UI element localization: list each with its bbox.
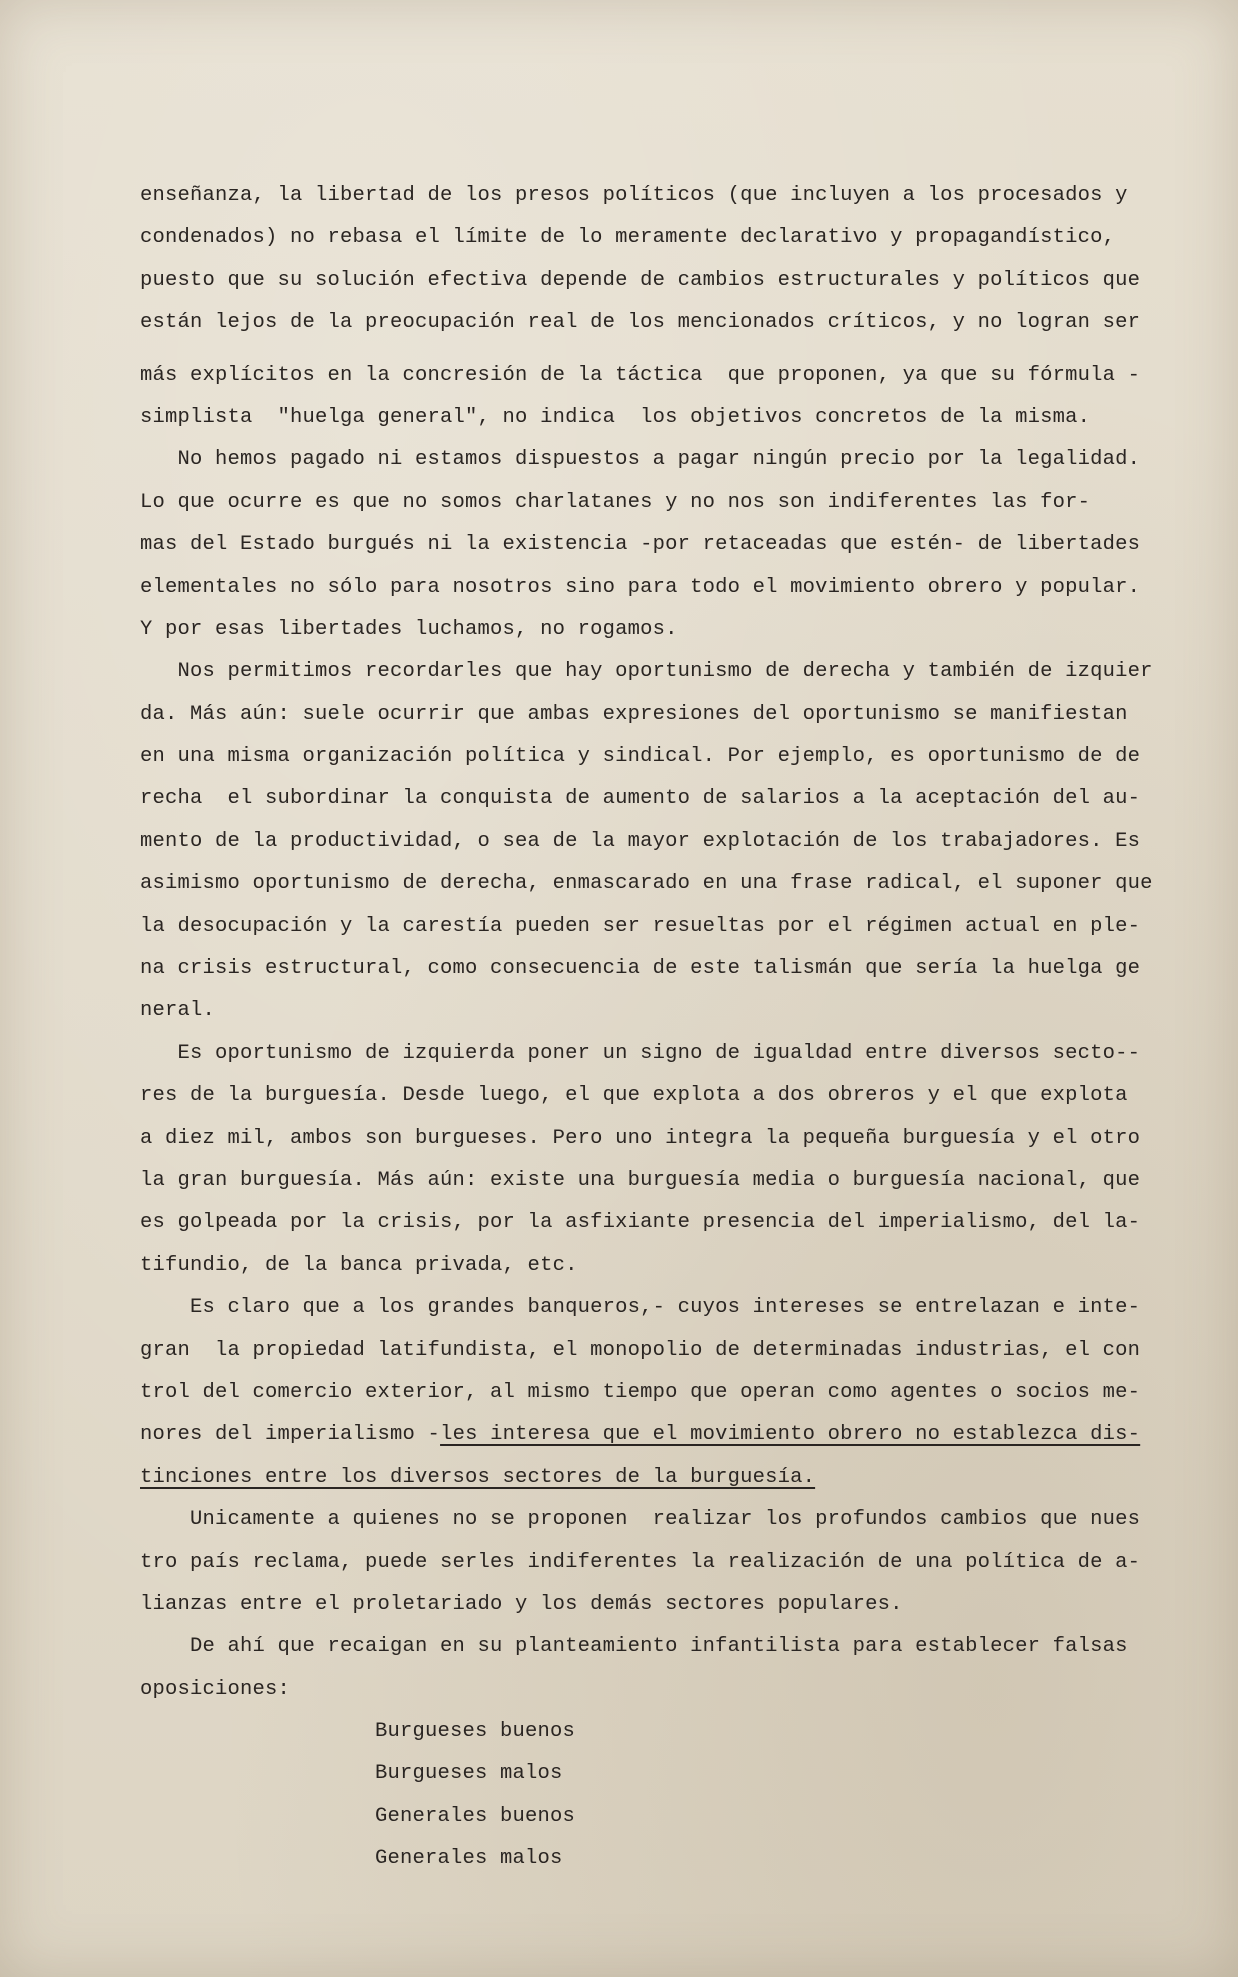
list-item: Burgueses malos: [375, 1762, 563, 1786]
text-line: Nos permitimos recordarles que hay oportunismo de derecha y también de izquier: [140, 660, 1153, 684]
text-line: más explícitos en la concresión de la táctica que proponen, ya que su fórmula -: [140, 363, 1141, 387]
text-line: enseñanza, la libertad de los presos políticos (que incluyen a los procesados y: [140, 184, 1128, 207]
text-line: Y por esas libertades luchamos, no rogamos.: [140, 617, 678, 641]
text-line: es golpeada por la crisis, por la asfixiante presencia del imperialismo, del la-: [140, 1211, 1141, 1235]
text-line: De ahí que recaigan en su planteamiento infantilista para establecer falsas: [140, 1635, 1128, 1659]
text-line: puesto que su solución efectiva depende de cambios estructurales y políticos que: [140, 268, 1141, 292]
text-line: Unicamente a quienes no se proponen realizar los profundos cambios que nues: [140, 1508, 1141, 1532]
text-line: na crisis estructural, como consecuencia de este talismán que sería la huelga ge: [140, 957, 1141, 981]
list-item: Generales buenos: [375, 1804, 576, 1828]
text-line: gran la propiedad latifundista, el monopolio de determinadas industrias, el con: [140, 1338, 1141, 1362]
text-line-underlined: [140, 1457, 1160, 1499]
text-line: No hemos pagado ni estamos dispuestos a pagar ningún precio por la legalidad.: [140, 448, 1141, 472]
text-line: simplista "huelga general", no indica los objetivos concretos de la misma.: [140, 405, 1091, 429]
page-body: [140, 175, 1160, 1881]
text-line: da. Más aún: suele ocurrir que ambas expresiones del oportunismo se manifiestan: [140, 702, 1128, 726]
text-line: lianzas entre el proletariado y los demás sectores populares.: [140, 1592, 903, 1616]
text-line: elementales no sólo para nosotros sino para todo el movimiento obrero y popular.: [140, 575, 1141, 599]
underlined-text: les interesa que el movimiento obrero no establezca dis-: [440, 1423, 1141, 1447]
text-line: trol del comercio exterior, al mismo tiempo que operan como agentes o socios me-: [140, 1380, 1141, 1404]
text-line: mas del Estado burgués ni la existencia -por retaceadas que estén- de libertades: [140, 533, 1141, 557]
text-line: condenados) no rebasa el límite de lo meramente declarativo y propagandístico,: [140, 226, 1116, 250]
text-line: asimismo oportunismo de derecha, enmascarado en una frase radical, el suponer que: [140, 872, 1153, 896]
text-line: la gran burguesía. Más aún: existe una burguesía media o burguesía nacional, que: [140, 1168, 1141, 1192]
text-line: neral.: [140, 999, 216, 1023]
text-line: recha el subordinar la conquista de aumento de salarios a la aceptación del au-: [140, 787, 1141, 811]
text-line: oposiciones:: [140, 1677, 291, 1701]
text-line: res de la burguesía. Desde luego, el que explota a dos obreros y el que explota: [140, 1084, 1128, 1108]
underlined-text: tinciones entre los diversos sectores de la burguesía.: [140, 1465, 816, 1489]
text-line: a diez mil, ambos son burgueses. Pero uno integra la pequeña burguesía y el otro: [140, 1126, 1141, 1150]
text-line-underlined: [140, 1414, 1160, 1456]
list-item: Burgueses buenos: [375, 1720, 576, 1744]
text-line: Es oportunismo de izquierda poner un signo de igualdad entre diversos secto--: [140, 1041, 1141, 1065]
text-line: tifundio, de la banca privada, etc.: [140, 1253, 578, 1277]
list-item: Generales malos: [375, 1847, 563, 1871]
text-line: Es claro que a los grandes banqueros,- cuyos intereses se entrelazan e inte-: [140, 1296, 1141, 1320]
text-line: en una misma organización política y sindical. Por ejemplo, es oportunismo de de: [140, 745, 1141, 769]
text-segment: nores del imperialismo -: [140, 1423, 441, 1447]
text-line: Lo que ocurre es que no somos charlatanes y no nos son indiferentes las for-: [140, 490, 1091, 514]
text-line: la desocupación y la carestía pueden ser resueltas por el régimen actual en ple-: [140, 914, 1141, 938]
text-line: mento de la productividad, o sea de la mayor explotación de los trabajadores. Es: [140, 829, 1141, 853]
text-line: tro país reclama, puede serles indiferentes la realización de una política de a-: [140, 1550, 1141, 1574]
text-line: están lejos de la preocupación real de los mencionados críticos, y no logran ser: [140, 311, 1141, 335]
